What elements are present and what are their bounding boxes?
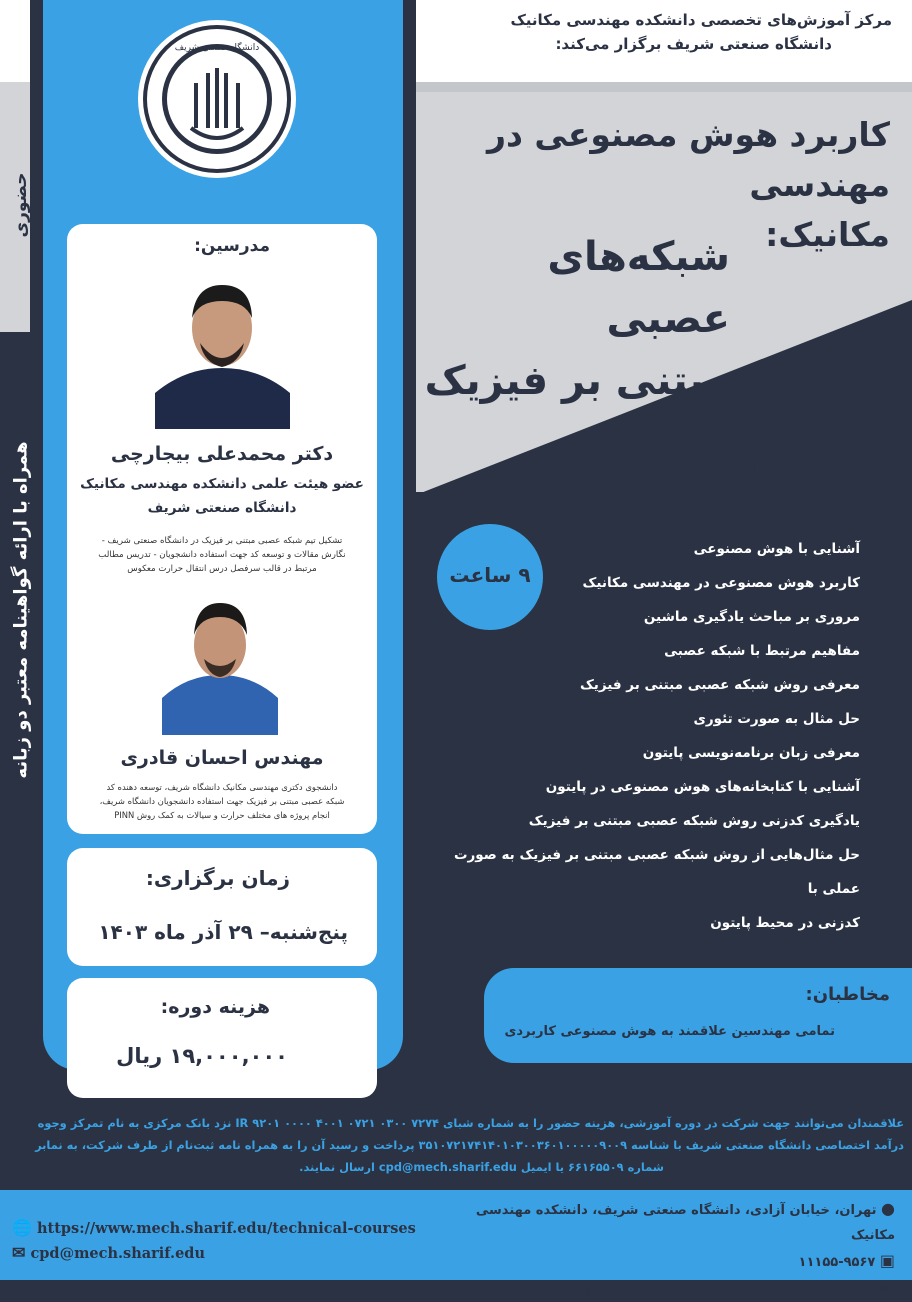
- payment-line-3: شماره ۶۶۱۶۵۵۰۹ یا ایمیل cpd@mech.sharif.edu ارسال نمایند.: [299, 1160, 664, 1174]
- content-item: حل مثال به صورت تئوری: [693, 711, 860, 727]
- organizer-line-2: دانشگاه صنعتی شریف برگزار می‌کند:: [555, 35, 832, 53]
- footer-postal-row: [455, 1248, 895, 1275]
- phone-icon: ☎: [875, 1278, 895, 1297]
- teachers-heading: مدرسین:: [194, 236, 270, 256]
- content-item: کاربرد هوش مصنوعی در مهندسی مکانیک: [582, 575, 860, 591]
- teacher-1-role-1: عضو هیئت علمی دانشکده مهندسی مکانیک: [80, 476, 364, 492]
- audience-box: [484, 968, 912, 1063]
- teacher-1-bio-1: تشکیل تیم شبکه عصبی مبتنی بر فیزیک در دانشگاه صنعتی شریف -: [101, 536, 343, 546]
- title-panel-shadow: [403, 82, 912, 92]
- globe-icon: 🌐: [12, 1218, 32, 1237]
- schedule-date: پنج‌شنبه– ۲۹ آذر ماه ۱۴۰۳: [98, 920, 348, 944]
- schedule-heading: زمان برگزاری:: [145, 866, 290, 890]
- content-heading: محتوای رویداد آموزشی:: [635, 456, 885, 480]
- teacher-1-role-2: دانشگاه صنعتی شریف: [147, 500, 297, 516]
- certificate-label: همراه با ارائه گواهینامه معتبر دو زبانه: [10, 441, 32, 779]
- payment-line-1: علاقمندان می‌توانند جهت شرکت در دوره آموزشی، هزینه حضور را به شماره شبای ۷۲۷۴ ۰۳۰۰ ۰۷۲۱ ۴۰۰۱ ۰۰۰۰ ۹۲۰۱ IR نزد بانک مرکزی به نام تمرکز وجوه: [37, 1116, 904, 1130]
- audience-heading: مخاطبان:: [805, 984, 890, 1005]
- hours-label: ۹ ساعت: [449, 563, 531, 587]
- teacher-1-name: دکتر محمدعلی بیجارچی: [110, 443, 334, 465]
- content-item: معرفی زبان برنامه‌نویسی پایتون: [642, 745, 860, 761]
- footer-postal: ۱۱۱۵۵-۹۵۶۷: [798, 1255, 876, 1270]
- content-item: معرفی روش شبکه عصبی مبتنی بر فیزیک: [579, 677, 860, 693]
- footer-phones: ۰۹۳۹۱۷۵۶۵۲۶ - ۶۶۱۶۵۵۰۹ - ۶۶۱۶۵۵۰۰ - ۶۶۱۶۵۵۷۳: [549, 1282, 871, 1297]
- footer-email-row: [12, 1241, 452, 1266]
- cost-heading: هزینه دوره:: [160, 996, 270, 1018]
- teacher-2-bio-3: انجام پروژه های مختلف حرارت و سیالات به کمک روش PINN: [114, 810, 330, 820]
- title-line-4: مبتنی بر فیزیک: [424, 358, 730, 404]
- teacher-1-bio-2: نگارش مقالات و توسعه کد جهت استفاده دانشجویان - تدریس مطالب: [98, 550, 346, 560]
- mailbox-icon: ▣: [879, 1251, 895, 1270]
- teacher-2-photo: [162, 593, 278, 735]
- content-list: [420, 532, 860, 940]
- organizer-line-1: مرکز آموزش‌های تخصصی دانشکده مهندسی مکانیک: [510, 11, 892, 29]
- content-item: کدزنی در محیط پایتون: [710, 915, 860, 931]
- cost-amount: ۱۹,۰۰۰,۰۰۰ ریال: [116, 1044, 288, 1068]
- teacher-2-bio-2: شبکه عصبی مبتنی بر فیزیک جهت استفاده دانشجویان دانشگاه شریف،: [99, 796, 345, 806]
- location-icon: ●: [881, 1199, 895, 1218]
- teacher-1-photo: [155, 273, 290, 429]
- content-item: مفاهیم مرتبط با شبکه عصبی: [664, 643, 860, 659]
- footer-address: تهران، خیابان آزادی، دانشگاه صنعتی شریف، دانشکده مهندسی مکانیک: [475, 1203, 895, 1243]
- content-item: مروری بر مباحث یادگیری ماشین: [643, 609, 860, 625]
- content-item: یادگیری کدزنی روش شبکه عصبی مبتنی بر فیزیک: [528, 813, 860, 829]
- university-logo: [136, 18, 298, 180]
- teacher-1-bio-3: مرتبط در قالب سرفصل درس انتقال حرارت معکوس: [127, 564, 317, 574]
- footer-phone-row: [455, 1275, 895, 1302]
- content-item: آشنایی با هوش مصنوعی: [693, 541, 860, 557]
- footer-email[interactable]: cpd@mech.sharif.edu: [30, 1245, 205, 1262]
- footer-website-row: [12, 1216, 452, 1241]
- title-line-3: شبکه‌های عصبی: [547, 234, 730, 342]
- mail-icon: ✉: [12, 1243, 26, 1262]
- title-line-1: کاربرد هوش مصنوعی در مهندسی: [487, 115, 890, 204]
- logo-text: دانشگاه صنعتی شریف: [174, 43, 260, 53]
- teacher-2-bio-1: دانشجوی دکتری مهندسی مکانیک دانشگاه شریف، توسعه دهنده کد: [106, 782, 338, 792]
- teacher-2-name: مهندس احسان قادری: [120, 747, 324, 769]
- footer-website[interactable]: https://www.mech.sharif.edu/technical-courses: [36, 1220, 416, 1237]
- title-line-2: مکانیک:: [765, 215, 890, 254]
- payment-line-2: درآمد اختصاصی دانشگاه صنعتی شریف با شناسه ۳۵۱۰۷۲۱۷۴۱۴۰۱۰۳۰۰۳۶۰۱۰۰۰۰۰۹۰۰۹ پرداخت و رسید آن را به همراه نامه ثبت‌نام از طرف شرکت، به نمابر: [35, 1138, 904, 1152]
- content-item: حل مثال‌هایی از روش شبکه عصبی مبتنی بر فیزیک به صورت عملی با: [453, 847, 860, 897]
- audience-text: تمامی مهندسین علاقمند به هوش مصنوعی کاربردی: [504, 1024, 835, 1039]
- mode-label: حضوری: [11, 172, 31, 238]
- content-item: آشنایی با کتابخانه‌های هوش مصنوعی در پایتون: [545, 779, 860, 795]
- footer-address-row: [455, 1196, 895, 1248]
